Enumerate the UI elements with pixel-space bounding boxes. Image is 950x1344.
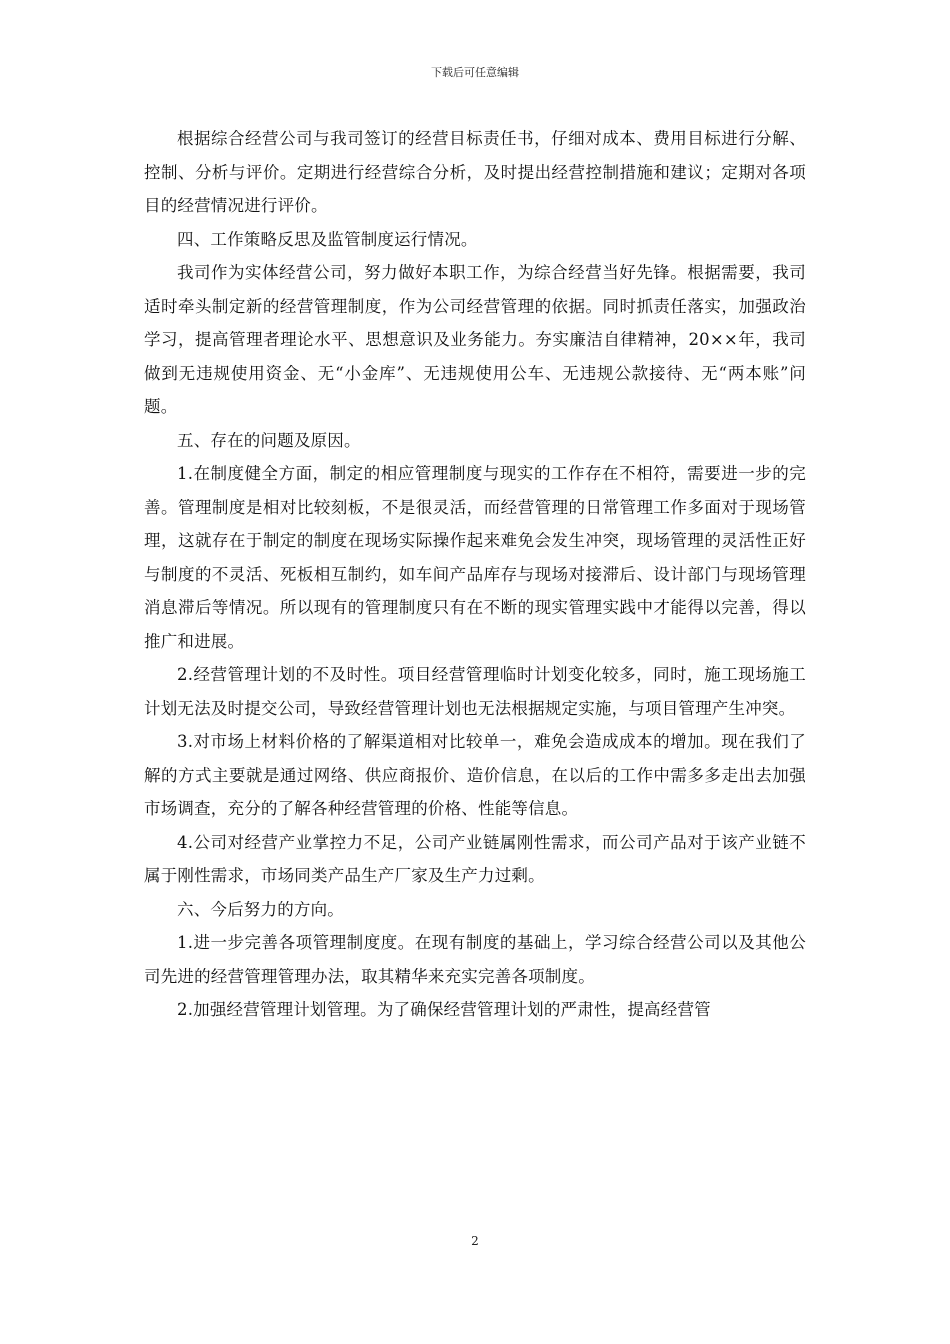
section-heading-6: 六、今后努力的方向。	[177, 899, 344, 919]
paragraph-cost-control: 根据综合经营公司与我司签订的经营目标责任书，仔细对成本、费用目标进行分解、控制、分析与评价。定期进行经营综合分析，及时提出经营控制措施和建议；定期对各项目的经营情况进行评价。	[144, 129, 806, 215]
paragraph-problem-2: 2.经营管理计划的不及时性。项目经营管理临时计划变化较多，同时，施工现场施工计划无法及时提交公司，导致经营管理计划也无法根据规定实施，与项目管理产生冲突。	[144, 665, 806, 718]
page-number: 2	[471, 1234, 479, 1248]
document-body	[144, 122, 806, 1027]
section-heading-5: 五、存在的问题及原因。	[177, 430, 361, 450]
paragraph-problem-1: 1.在制度健全方面，制定的相应管理制度与现实的工作存在不相符，需要进一步的完善。管理制度是相对比较刻板，不是很灵活，而经营管理的日常管理工作多面对于现场管理，这就存在于制定的制度在现场实际操作起来难免会发生冲突，现场管理的灵活性正好与制度的不灵活、死板相互制约，如车间产品库存与现场对接滞后、设计部门与现场管理消息滞后等情况。所以现有的管理制度只有在不断的现实管理实践中才能得以完善，得以推广和进展。	[144, 464, 806, 651]
paragraph-company-role: 我司作为实体经营公司，努力做好本职工作，为综合经营当好先锋。根据需要，我司适时牵头制定新的经营管理制度，作为公司经营管理的依据。同时抓责任落实，加强政治学习，提高管理者理论水平、思想意识及业务能力。夯实廉洁自律精神，20××年，我司做到无违规使用资金、无“小金库”、无违规使用公车、无违规公款接待、无“两本账”问题。	[144, 263, 806, 416]
section-heading-4: 四、工作策略反思及监管制度运行情况。	[177, 229, 478, 249]
paragraph-direction-1: 1.进一步完善各项管理制度度。在现有制度的基础上，学习综合经营公司以及其他公司先进的经营管理管理办法，取其精华来充实完善各项制度。	[144, 933, 806, 986]
page-header: 下载后可任意编辑	[431, 66, 519, 79]
paragraph-problem-3: 3.对市场上材料价格的了解渠道相对比较单一，难免会造成成本的增加。现在我们了解的方式主要就是通过网络、供应商报价、造价信息，在以后的工作中需多多走出去加强市场调查，充分的了解各种经营管理的价格、性能等信息。	[144, 732, 806, 818]
paragraph-problem-4: 4.公司对经营产业掌控力不足，公司产业链属刚性需求，而公司产品对于该产业链不属于刚性需求，市场同类产品生产厂家及生产力过剩。	[144, 832, 806, 885]
paragraph-direction-2: 2.加强经营管理计划管理。为了确保经营管理计划的严肃性，提高经营管	[177, 1000, 711, 1019]
